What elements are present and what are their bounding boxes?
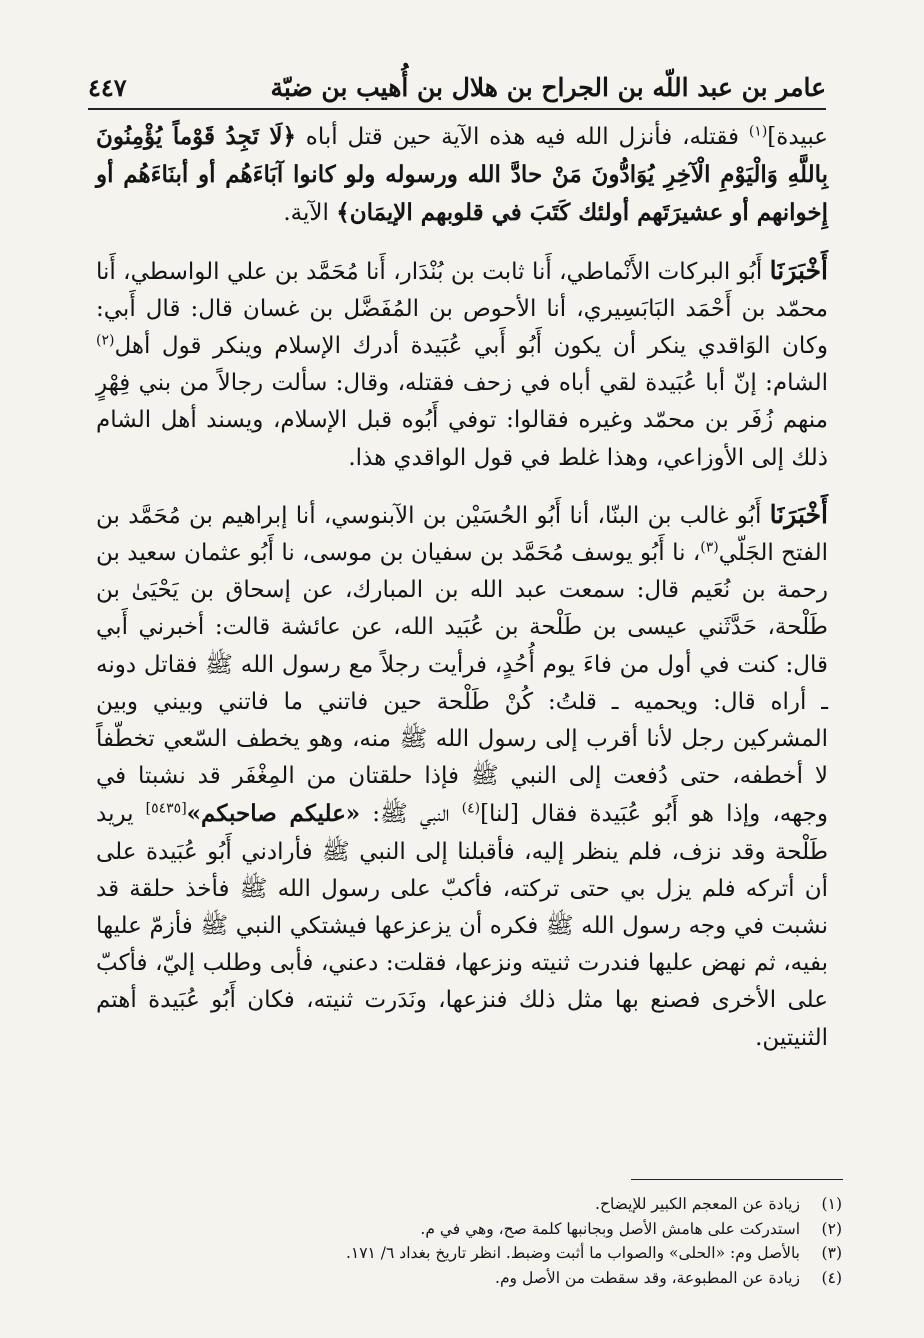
text-run: ، نا أَبُو يوسف مُحَمَّد بن سفيان بن موسى، نا أَبُو عثمان سعيد بن رحمة بن نُعَيم قال: سمعت عبد الله بن المبارك، عن إسحاق بن يَحْيَىٰ بن طَلْحة، حَدَّثَني عيسى بن طَلْحة بن عُبَيد الله، عن عائشة قالت: أخبرني أَبي قال: كنت في أول من فاءَ يوم أُحُدٍ، فرأيت رجلاً مع رسول الله ﷺ فقاتل دونه ـ أراه قال: ويحميه ـ قلتُ: كُنْ طَلْحة حين فاتني ما فاتني وبيني وبين المشركين رجل لأنا أقرب إلى رسول الله ﷺ منه، وهو يخطف السّعي تخطّفاً لا أخطفه، حتى دُفعت إلى النبي ﷺ فإذا حلقتان من المِغْفَر قد نشبتا في وجهه، وإذا هو أَبُو عُبَيدة فقال [لنا] [96,540,829,828]
footnotes [96,1192,842,1291]
narration-lead: أَخْبَرَنَا [769,499,828,529]
page-number: ٤٤٧ [88,73,127,102]
footnote-text: زيادة عن المعجم الكبير للإيضاح. [595,1195,800,1213]
page-header [88,58,826,110]
footnote-item [96,1266,842,1291]
text-run: يريد طَلْحة وقد نزف، فلم ينظر إليه، فأقبلنا إلى النبي ﷺ فأرادني أَبُو عُبَيدة على أن أتركه فلم يزل بي حتى تركته، فأكبّ على رسول الله ﷺ فأخذ حلقة قد نشبت في وجه رسول الله ﷺ فكره أن يزعزعها فيشتكي النبي ﷺ فأزمّ عليها بفيه، ثم نهض عليها فندرت ثنيته ونزعها، فقلت: دعني، فأبى وطلب إليّ، فأكبّ على الأخرى فصنع بها مثل ذلك فنزعها، ونَدَرت ثنيته، فكان أَبُو عُبَيدة أهتم الثنيتين. [96,801,828,1051]
footnote-text: زيادة عن المطبوعة، وقد سقطت من الأصل وم. [495,1269,800,1288]
footnote-marker: (٣) [700,539,719,556]
footnote-number: (١) [821,1195,842,1213]
paragraph [96,118,828,233]
text-run: الشام: إنّ أبا عُبَيدة لقي أباه في زحف فقتله، وقال: سألت رجالاً من بني فِهْرٍ منهم زُفَر بن محمّد وغيره فقالوا: توفي أَبُوه قبل الإسلام، ويسند أهل الشام ذلك إلى الأوزاعي، وهذا غلط في قول الواقدي هذا. [96,370,828,471]
footnote-text: استدركت على هامش الأصل وبجانبها كلمة صح، وهي في م. [420,1219,800,1238]
text-run: النبي ﷺ: [360,801,462,828]
footnote-marker: (٤) [461,800,481,817]
text-run: عبيدة] [767,124,828,150]
footnote-marker: (٢) [96,332,115,349]
footnote-number: (٣) [821,1244,842,1263]
footnote-item [96,1217,842,1242]
text-run: الآية. [283,200,337,227]
text-run: أَبُو غالب بن البنّا، أنا أَبُو الحُسَيْن بن الآبنوسي، أنا إبراهيم بن مُحَمَّد بن الفتح الجَلّي [96,502,829,567]
narration-lead: أَخْبَرَنَا [769,255,828,285]
footnote-text: بالأصل وم: «الحلى» والصواب ما أثبت وضبط. انظر تاريخ بغداد ٦/ ١٧١. [345,1244,800,1263]
running-title: عامر بن عبد اللّه بن الجراح بن هلال بن أُهيب بن ضبّة [270,73,826,102]
paragraph [96,252,828,477]
footnote-divider [631,1179,843,1180]
text-run: فقتله، فأنزل الله فيه هذه الآية حين قتل أباه [295,124,749,150]
quran-quote: «عليكم صاحبكم» [186,800,361,828]
text-run: أَبُو البركات الأَنْماطي، أَنا ثابت بن بُنْدَار، أَنا مُحَمَّد بن علي الواسطي، أَنا محمّد بن أَحْمَد البَابَسِيري، أنا الأحوص بن المُفَضَّل بن غسان قال: قال أَبي: وكان الوَاقدي ينكر أن يكون أَبُو أَبي عُبَيدة أدرك الإسلام وينكر قول أهل [96,258,828,360]
paragraph [96,496,828,1057]
footnote-marker: [٥٤٣٥] [145,800,187,817]
quran-quote: ﴿لَا تَجِدُ قَوْماً يُؤْمِنُونَ بِاللَّهِ وَالْيَوْمِ الْآخِرِ يُوَادُّونَ مَنْ حادَّ الله ورسوله ولو كانوا آبَاءَهُم أو أبنَاءَهُم أو إِخوانهم أو عشيرَتَهم أولئك كَتَبَ في قلوبهم الإيمَان﴾ [96,123,828,227]
main-text [96,118,828,1057]
footnote-marker: (١) [748,123,768,140]
footnote-item [96,1241,842,1266]
footnote-item [96,1192,842,1217]
footnote-number: (٤) [821,1269,842,1288]
footnote-number: (٢) [821,1219,842,1238]
